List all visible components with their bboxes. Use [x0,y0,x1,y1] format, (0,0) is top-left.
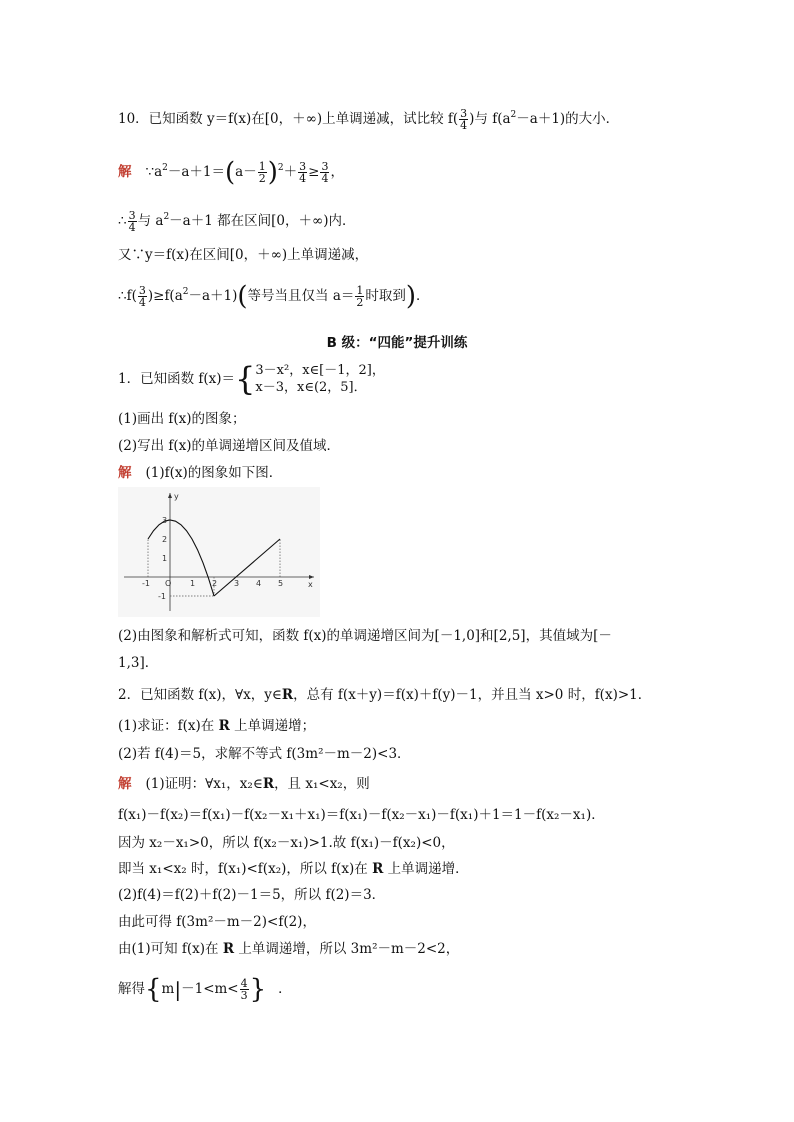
y-tick-label: -1 [158,592,166,601]
x-tick-label: 3 [234,579,240,588]
q1-solution2-line2: 1,3]． [118,655,159,671]
x-tick-label: -1 [142,579,150,588]
function-graph [118,487,320,617]
q10-solution-line2: ∴ $\frac{3}{4}$ 与 $a^2-a+1$ 都在区间[0，＋∞)内． [118,209,356,234]
q1-solution2-line1: (2)由图象和解析式可知，函数 f(x)的单调递增区间为[－1,0]和[2,5]，其值域为[－ [118,628,612,644]
q1-part1: (1)画出 f(x)的图象； [118,411,246,427]
origin-label: O [165,579,172,588]
x-tick-label: 5 [278,579,284,588]
q2-line-d: (2)f(4)＝f(2)＋f(2)－1＝5，所以 f(2)＝3． [118,887,386,903]
x-tick-label: 4 [256,579,262,588]
x-tick-label: 2 [212,579,218,588]
solution-label: 解 [118,465,132,481]
y-axis-label: y [174,492,179,501]
solution-label: 解 [118,164,132,180]
q2-line-e: 由此可得 f(3m²－m－2)<f(2)， [118,914,316,930]
q2-stem: 2．已知函数 f(x)，∀x，y∈R，总有 f(x＋y)＝f(x)＋f(y)－1，并且当 x>0 时，f(x)>1． [118,687,652,703]
y-tick-label: 3 [162,516,168,525]
q2-line-f: 由(1)可知 f(x)在 R 上单调递增，所以 3m²－m－2<2， [118,941,460,957]
y-tick-label: 2 [162,535,168,544]
x-axis-label: x [308,580,313,589]
y-tick-label: 1 [162,554,168,563]
q10-solution-line4: ∴f( $\frac{3}{4}$ )$\ge f(a^2-a+1)$(等号当且仅当 a＝ $\frac{1}{2}$ 时取到)． [118,281,430,312]
x-tick-label: 1 [190,579,196,588]
q2-line-g: 解得{m|－1<m< $\frac{4}{3}$ } ． [118,974,292,1005]
section-title: B 级：“四能”提升训练 [326,335,468,351]
q2-line-b: 因为 x₂－x₁>0，所以 f(x₂－x₁)>1.故 f(x₁)－f(x₂)<0， [118,835,455,851]
q1-part2: (2)写出 f(x)的单调递增区间及值域． [118,438,341,454]
q2-solution1: 解 (1)证明：∀x₁，x₂∈R，且 x₁<x₂，则 [118,776,370,792]
q2-line-c: 即当 x₁<x₂ 时，f(x₁)<f(x₂)，所以 f(x)在 R 上单调递增． [118,861,469,877]
q10-solution-line1: 解 $\because a^2-a+1=(a-$ $\frac{1}{2}$ )$^2$＋ $\frac{3}{4}$ ≥ $\frac{3}{4}$ ， [118,157,344,188]
q2-line-a: f(x₁)－f(x₂)＝f(x₁)－f(x₂－x₁＋x₁)＝f(x₁)－f(x₂－x₁)－f(x₁)＋1＝1－f(x₂－x₁)． [118,807,605,823]
q2-part1: (1)求证：f(x)在 R 上单调递增； [118,718,316,734]
q10-stem: 10．已知函数 y＝f(x)在[0，＋∞)上单调递减，试比较 f( $\frac{3}{4}$ )与 $f(a^2-a+1)$的大小． [118,107,620,132]
solution-label: 解 [118,776,132,792]
q2-part2: (2)若 f(4)＝5，求解不等式 f(3m²－m－2)<3． [118,746,411,762]
q1-stem: 1．已知函数 f(x)＝{ 3－x²，x∈[－1，2]， x－3，x∈(2，5]． [118,360,385,398]
q1-solution1: 解 (1)f(x)的图象如下图． [118,465,283,481]
q10-solution-line3: 又∵y＝f(x)在区间[0，＋∞)上单调递减， [118,247,369,263]
